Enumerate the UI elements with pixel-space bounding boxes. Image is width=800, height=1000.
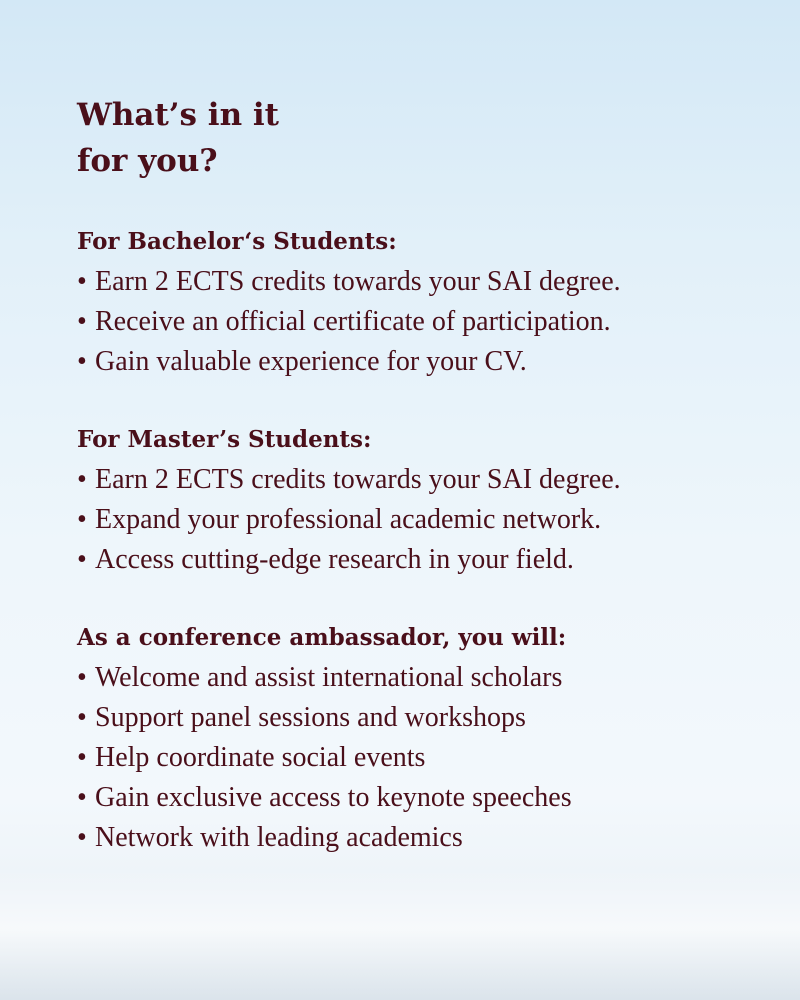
- list-item-text: Earn 2 ECTS credits towards your SAI degree.: [95, 464, 621, 495]
- benefit-list-master: [77, 460, 777, 580]
- bullet: •: [77, 504, 87, 535]
- bullet: •: [77, 346, 87, 377]
- list-item-text: Welcome and assist international scholars: [95, 662, 563, 693]
- bullet: •: [77, 266, 87, 297]
- list-item-text: Gain valuable experience for your CV.: [95, 346, 527, 377]
- list-item-text: Expand your professional academic network.: [95, 504, 602, 535]
- bullet: •: [77, 822, 87, 853]
- bullet: •: [77, 742, 87, 773]
- section-ambassador: [77, 618, 777, 858]
- list-item: [77, 540, 777, 580]
- list-item: [77, 818, 777, 858]
- content-block: [77, 92, 777, 896]
- list-item-text: Earn 2 ECTS credits towards your SAI degree.: [95, 266, 621, 297]
- list-item-text: Help coordinate social events: [95, 742, 426, 773]
- bullet: •: [77, 544, 87, 575]
- benefit-list-bachelor: [77, 262, 777, 382]
- bullet: •: [77, 464, 87, 495]
- list-item: [77, 500, 777, 540]
- list-item-text: Receive an official certificate of participation.: [95, 306, 611, 337]
- list-item-text: Network with leading academics: [95, 822, 463, 853]
- section-heading-ambassador: As a conference ambassador, you will:: [77, 624, 567, 651]
- section-master: [77, 420, 777, 580]
- list-item: [77, 302, 777, 342]
- list-item: [77, 342, 777, 382]
- page-title-line-2: for you?: [77, 143, 218, 179]
- section-bachelor: [77, 222, 777, 382]
- page-title: [77, 92, 777, 184]
- section-heading-bachelor: For Bachelor‘s Students:: [77, 228, 397, 255]
- section-heading-master: For Master’s Students:: [77, 426, 372, 453]
- list-item-text: Access cutting-edge research in your field.: [95, 544, 574, 575]
- bullet: •: [77, 782, 87, 813]
- list-item-text: Gain exclusive access to keynote speeches: [95, 782, 572, 813]
- bullet: •: [77, 702, 87, 733]
- list-item-text: Support panel sessions and workshops: [95, 702, 526, 733]
- list-item: [77, 778, 777, 818]
- list-item: [77, 698, 777, 738]
- list-item: [77, 262, 777, 302]
- page-title-line-1: What’s in it: [77, 97, 279, 133]
- list-item: [77, 658, 777, 698]
- bullet: •: [77, 306, 87, 337]
- bullet: •: [77, 662, 87, 693]
- benefit-list-ambassador: [77, 658, 777, 858]
- list-item: [77, 460, 777, 500]
- list-item: [77, 738, 777, 778]
